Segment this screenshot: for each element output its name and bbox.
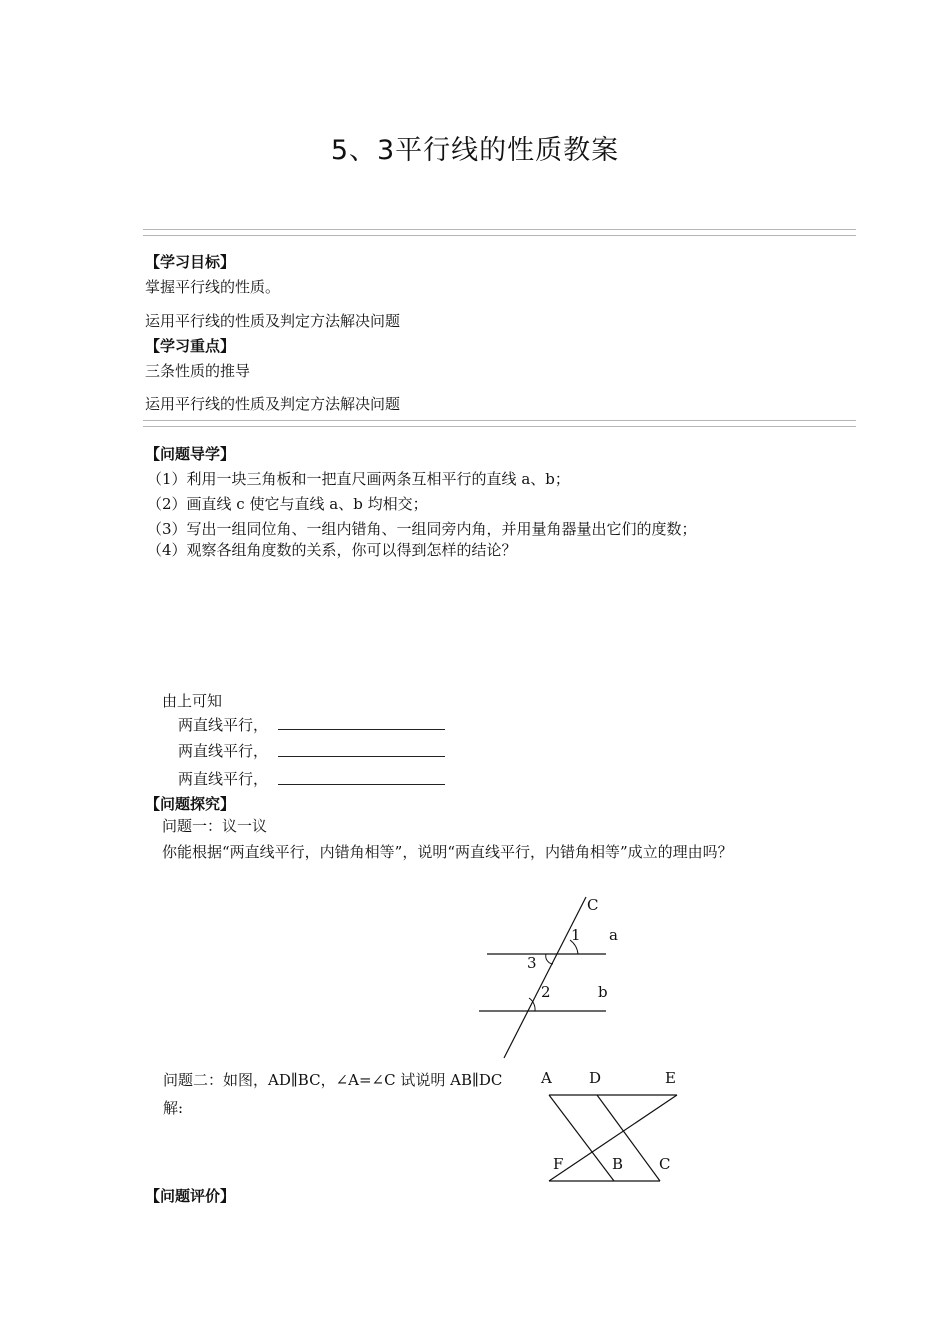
label-angle-1: 1	[571, 926, 581, 944]
label-angle-2: 2	[541, 983, 551, 1001]
transversal-c	[504, 897, 586, 1058]
angle-3-arc	[546, 954, 553, 964]
guide-heading: 【问题导学】	[145, 445, 236, 463]
key-item: 三条性质的推导	[145, 362, 251, 380]
conclusion-line: 两直线平行，	[178, 770, 269, 788]
label-C: C	[659, 1155, 671, 1173]
label-B: B	[612, 1155, 624, 1173]
question-two-solution: 解:	[163, 1099, 184, 1117]
figure-parallel-lines	[479, 896, 618, 1058]
conclusion-line: 两直线平行，	[178, 716, 269, 734]
guide-item: （4）观察各组角度数的关系，你可以得到怎样的结论？	[147, 541, 517, 559]
guide-item: （2）画直线 c 使它与直线 a、b 均相交；	[147, 495, 428, 513]
goals-heading: 【学习目标】	[145, 253, 236, 271]
goal-item: 运用平行线的性质及判定方法解决问题	[145, 312, 401, 330]
explore-heading: 【问题探究】	[145, 795, 236, 813]
label-angle-3: 3	[527, 954, 537, 972]
page-title: 5、3平行线的性质教案	[330, 135, 620, 166]
figure-two-parallelograms	[540, 1069, 677, 1181]
guide-item: （1）利用一块三角板和一把直尺画两条互相平行的直线 a、b；	[147, 470, 570, 488]
label-c: C	[587, 896, 599, 914]
conclusion-intro: 由上可知	[162, 692, 223, 710]
segment-dc	[597, 1095, 660, 1181]
label-A: A	[541, 1069, 552, 1087]
question-one-text: 你能根据“两直线平行，内错角相等”，说明“两直线平行，内错角相等”成立的理由吗？	[162, 843, 733, 861]
question-two-text: 问题二：如图，AD∥BC，∠A=∠C 试说明 AB∥DC	[163, 1071, 503, 1089]
guide-item: （3）写出一组同位角、一组内错角、一组同旁内角，并用量角器量出它们的度数；	[147, 520, 697, 538]
key-item: 运用平行线的性质及判定方法解决问题	[145, 395, 401, 413]
key-heading: 【学习重点】	[145, 337, 236, 355]
label-E: E	[665, 1069, 676, 1087]
label-F: F	[553, 1155, 564, 1173]
conclusion-line: 两直线平行，	[178, 742, 269, 760]
label-a: a	[609, 926, 618, 944]
label-D: D	[589, 1069, 602, 1087]
question-one-title: 问题一：议一议	[162, 817, 268, 835]
goal-item: 掌握平行线的性质。	[145, 278, 281, 296]
eval-heading: 【问题评价】	[145, 1187, 236, 1205]
label-b: b	[598, 983, 608, 1001]
